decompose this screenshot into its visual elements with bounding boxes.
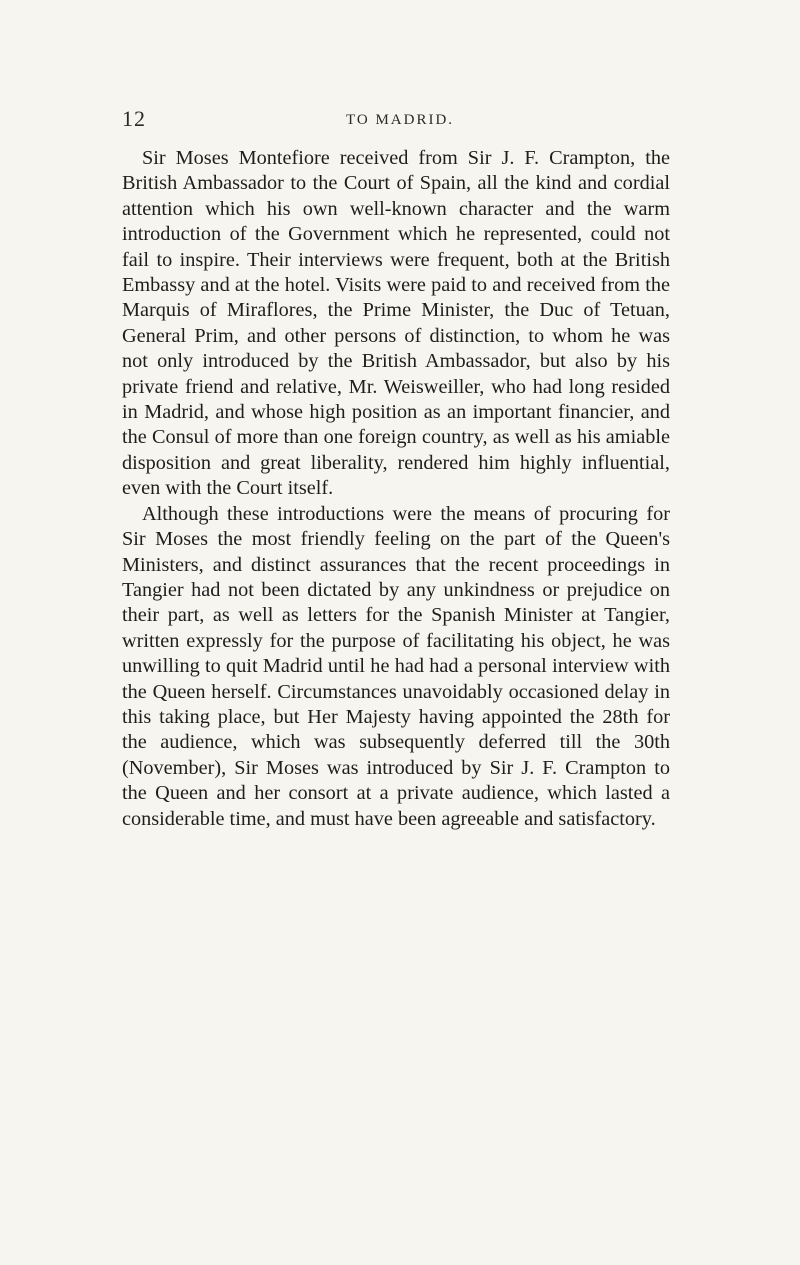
page-number: 12	[122, 106, 146, 131]
running-head: TO MADRID.	[345, 112, 455, 128]
paragraph: Sir Moses Montefiore received from Sir J. F. Crampton, the British Ambassador to the Court of Spain, all the kind and cordial attention which his own well-known character and the warm introduction of the Government which he represented, could not fail to inspire. Their interviews were frequent, both at the British Embassy and at the hotel. Visits were paid to and received from the Marquis of Miraflores, the Prime Minister, the Duc of Tetuan, General Prim, and other persons of distinction, to whom he was not only introduced by the British Ambassador, but also by his private friend and relative, Mr. Weisweiller, who had long resided in Madrid, and whose high position as an important financier, and the Consul of more than one foreign country, as well as his amiable disposition and great liberality, rendered him highly influential, even with the Court itself.	[122, 147, 670, 500]
body-text	[122, 146, 670, 832]
page-header	[0, 106, 800, 136]
paragraph: Although these introductions were the means of procuring for Sir Moses the most friendly feeling on the part of the Queen's Ministers, and distinct assurances that the recent proceedings in Tangier had not been dictated by any unkindness or prejudice on their part, as well as letters for the Spanish Minister at Tangier, written expressly for the purpose of facilitating his object, he was unwilling to quit Madrid until he had had a personal interview with the Queen herself. Circumstances unavoidably occasioned delay in this taking place, but Her Majesty having appointed the 28th for the audience, which was subsequently deferred till the 30th (November), Sir Moses was introduced by Sir J. F. Crampton to the Queen and her consort at a private audience, which lasted a considerable time, and must have been agreeable and satisfactory.	[122, 502, 670, 830]
